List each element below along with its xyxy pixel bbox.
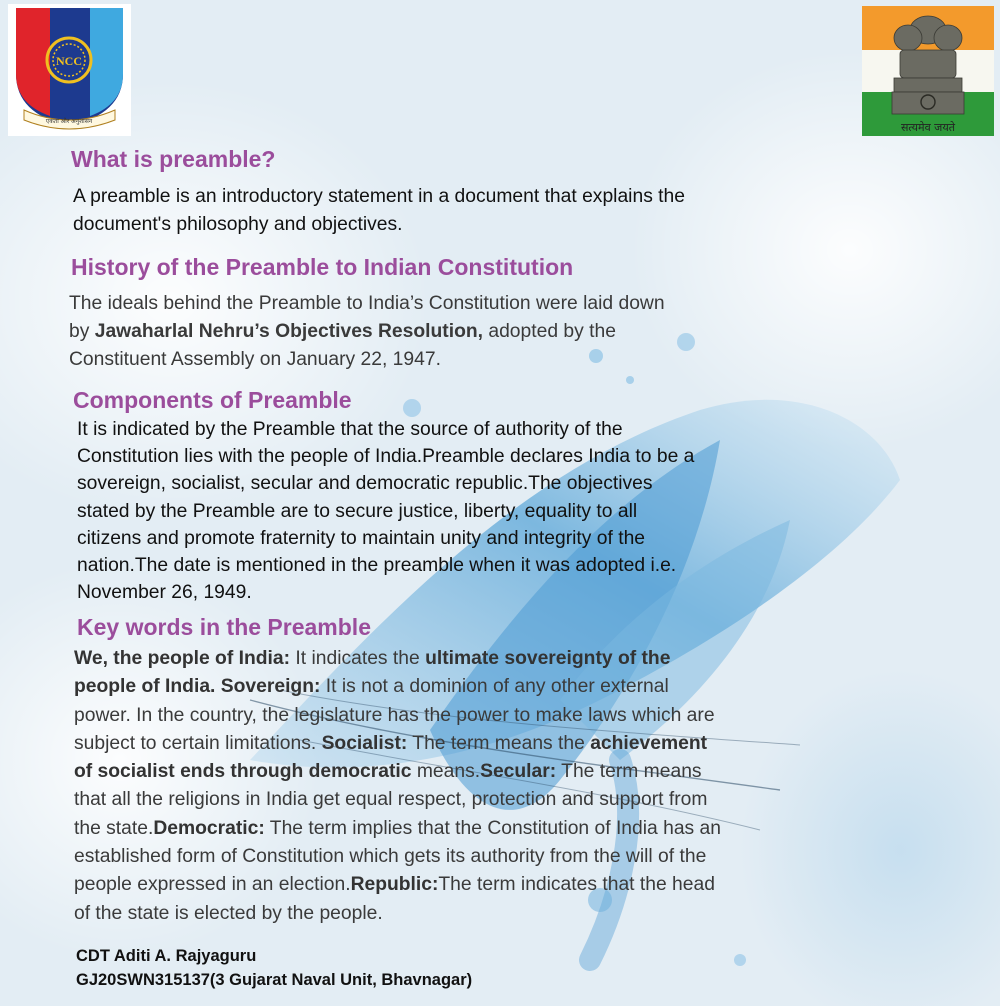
state-emblem-logo — [862, 6, 994, 136]
components-line: November 26, 1949. — [77, 582, 252, 604]
kw-bold: achievement — [590, 732, 708, 754]
key-words-line — [74, 730, 721, 758]
components-line: Constitution lies with the people of India.Preamble declares India to be a — [77, 446, 695, 468]
kw-bold: of socialist ends through democratic — [74, 761, 412, 783]
kw-bold: people of India. Sovereign: — [74, 676, 321, 698]
author-name: CDT Aditi A. Rajyaguru — [76, 947, 257, 965]
kw-bold: Secular: — [480, 761, 557, 783]
ncc-logo-text: NCC — [56, 54, 82, 68]
kw-text: The term means — [556, 761, 702, 783]
key-words-line — [74, 871, 721, 899]
components-line: It is indicated by the Preamble that the source of authority of the — [77, 419, 623, 440]
kw-text: the state. — [74, 817, 154, 839]
kw-bold: Socialist: — [321, 732, 408, 754]
history-bold-resolution: Jawaharlal Nehru’s Objectives Resolution, — [94, 321, 483, 342]
kw-text: The term indicates that the head — [438, 874, 715, 896]
kw-text: The term implies that the Constitution of India has an — [264, 817, 721, 839]
ncc-motto-text: एकता और अनुशासन — [45, 118, 93, 125]
key-words-line — [74, 815, 721, 843]
author-unit: GJ20SWN315137(3 Gujarat Naval Unit, Bhavnagar) — [76, 971, 473, 989]
heading-key-words: Key words in the Preamble — [77, 614, 371, 640]
emblem-icon — [862, 6, 994, 136]
emblem-motto: सत्यमेव जयते — [900, 121, 955, 134]
kw-bold: ultimate sovereignty of the — [425, 648, 671, 669]
history-text — [69, 290, 665, 374]
what-is-line-1: A preamble is an introductory statement in a document that explains the — [73, 186, 685, 207]
kw-text: The term means the — [407, 732, 591, 754]
key-words-line: power. In the country, the legislature has the power to make laws which are — [74, 704, 715, 726]
kw-text: means. — [411, 761, 481, 783]
components-line: nation.The date is mentioned in the preamble when it was adopted i.e. — [77, 555, 677, 577]
history-line-2 — [69, 318, 665, 346]
history-line-3: Constituent Assembly on January 22, 1947. — [69, 349, 441, 370]
kw-text: people expressed in an election. — [74, 874, 351, 896]
what-is-preamble-text — [73, 183, 685, 239]
components-line: stated by the Preamble are to secure justice, liberty, equality to all — [77, 500, 638, 522]
kw-bold: Democratic: — [153, 817, 265, 839]
key-words-line — [74, 673, 721, 701]
heading-components: Components of Preamble — [73, 387, 352, 413]
components-line: citizens and promote fraternity to maintain unity and integrity of the — [77, 527, 646, 549]
key-words-line: of the state is elected by the people. — [74, 902, 383, 924]
history-text-by: by — [69, 321, 95, 342]
kw-text: It is not a dominion of any other external — [320, 676, 669, 698]
heading-what-is-preamble: What is preamble? — [71, 146, 276, 172]
author-credit — [76, 944, 472, 992]
history-text-adopted: adopted by the — [483, 321, 616, 342]
key-words-line: that all the religions in India get equal respect, protection and support from — [74, 789, 708, 811]
components-text — [77, 416, 694, 606]
kw-text: subject to certain limitations. — [74, 732, 322, 754]
kw-bold: Republic: — [350, 874, 439, 896]
what-is-line-2: document's philosophy and objectives. — [73, 214, 403, 235]
kw-text: It indicates the — [290, 648, 426, 669]
history-line-1: The ideals behind the Preamble to India’s Constitution were laid down — [69, 293, 665, 314]
ncc-logo — [8, 4, 131, 136]
key-words-line: established form of Constitution which gets its authority from the will of the — [74, 846, 707, 868]
key-words-line — [74, 645, 721, 673]
components-line: sovereign, socialist, secular and democratic republic.The objectives — [77, 473, 653, 495]
heading-history: History of the Preamble to Indian Constitution — [71, 254, 574, 280]
key-words-text — [74, 645, 721, 928]
key-words-line — [74, 758, 721, 786]
kw-bold: We, the people of India: — [74, 648, 291, 669]
